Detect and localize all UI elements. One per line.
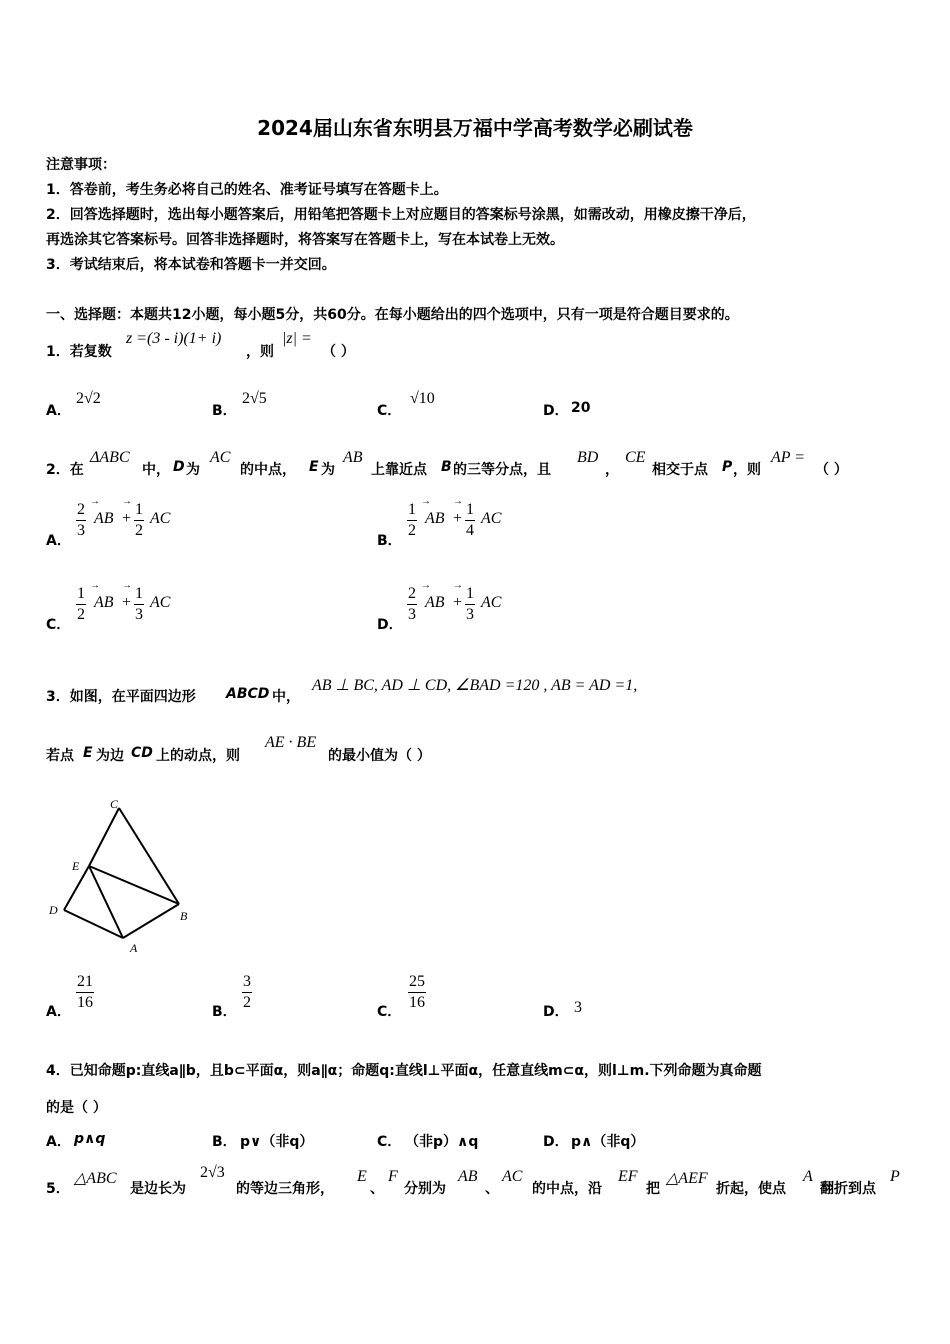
- q5-t7: 把: [646, 1181, 660, 1197]
- fig-label-b: B: [180, 909, 188, 923]
- q2-vec-arrow-ac: →: [453, 580, 463, 591]
- q2-option-c-plus: +: [122, 594, 132, 611]
- q4-label-d: D．: [543, 1134, 569, 1150]
- q3-option-c-num: 25: [408, 972, 426, 993]
- q4-line1: 4．已知命题p:直线a∥b，且b⊂平面α，则a∥α；命题q:直线l⊥平面α，任意直线m⊂α，则l⊥m.下列命题为真命题: [46, 1063, 762, 1079]
- coef-numerator: 1: [407, 500, 417, 521]
- q5-t6: 的中点，沿: [532, 1181, 602, 1197]
- q1-stem: 1．若复数: [46, 344, 112, 360]
- q3-option-b: [242, 972, 252, 1013]
- coef-numerator: 1: [134, 500, 144, 521]
- q3-option-c-den: 16: [409, 994, 425, 1011]
- fig-label-e: E: [72, 859, 80, 873]
- coef-numerator: 2: [76, 500, 86, 521]
- q3-line2a: 若点: [46, 748, 74, 764]
- q2-label-d: D．: [377, 617, 403, 633]
- q2-paren: （ ）: [815, 462, 848, 478]
- q5-t1: 是边长为: [130, 1181, 186, 1197]
- q2-option-a-coef2: [134, 500, 144, 541]
- q3-abcd: ABCD: [226, 686, 270, 702]
- q4-option-d: p∧（非q）: [571, 1134, 645, 1150]
- q5-t4: 分别为: [404, 1181, 446, 1197]
- coef-denominator: 3: [135, 606, 143, 623]
- q1-label-d: D．: [543, 403, 569, 419]
- coef-denominator: 3: [77, 522, 85, 539]
- coef-denominator: 3: [466, 606, 474, 623]
- q1-option-b: 2√5: [242, 390, 267, 407]
- q5-len: 2√3: [200, 1164, 225, 1181]
- q2-option-c-ab: AB: [94, 594, 114, 611]
- q5-ab: AB: [458, 1168, 478, 1185]
- fig-edge-ab: [123, 904, 179, 938]
- q2-t3: 的中点，: [240, 462, 296, 478]
- q2-t9: ，则: [733, 462, 761, 478]
- q2-ac: AC: [210, 449, 231, 466]
- q5-t5: 、: [485, 1181, 499, 1197]
- q5-t3: 、: [370, 1181, 384, 1197]
- q1-abs: |z| =: [282, 330, 312, 347]
- coef-denominator: 3: [408, 606, 416, 623]
- q2-option-b-ac: AC: [481, 510, 502, 527]
- q4-label-a: A．: [46, 1134, 71, 1150]
- q1-expr: z =(3 - i)(1+ i): [126, 330, 222, 347]
- fig-edge-ce: [89, 808, 119, 866]
- q2-t7: ，: [605, 462, 619, 478]
- notice-item-3: 3．考试结束后，将本试卷和答题卡一并交回。: [46, 257, 336, 273]
- q3-label-b: B．: [212, 1004, 237, 1020]
- q2-e: E: [309, 459, 319, 475]
- q2-option-a-plus: +: [122, 510, 132, 527]
- q2-vec-arrow-ab: →: [90, 496, 100, 507]
- fig-edge-bc: [119, 808, 179, 904]
- q2-t4: 为: [321, 462, 335, 478]
- q2-t8: 相交于点: [652, 462, 708, 478]
- q2-label-a: A．: [46, 533, 71, 549]
- coef-numerator: 1: [465, 500, 475, 521]
- q2-option-d-plus: +: [453, 594, 463, 611]
- q5-e: E: [357, 1168, 367, 1185]
- q3-option-a-num: 21: [76, 972, 94, 993]
- q3-condition: AB ⊥ BC, AD ⊥ CD, ∠BAD =120 , AB = AD =1,: [312, 677, 638, 694]
- q2-t1: 中，: [142, 462, 170, 478]
- q3-line2c: 上的动点，则: [156, 748, 240, 764]
- coef-denominator: 4: [466, 522, 474, 539]
- coef-numerator: 1: [76, 584, 86, 605]
- q5-t8: 折起，使点: [716, 1181, 786, 1197]
- notice-item-1: 1．答卷前，考生务必将自己的姓名、准考证号填写在答题卡上。: [46, 182, 448, 198]
- notice-item-2-cont: 再选涂其它答案标号。回答非选择题时，将答案写在答题卡上，写在本试卷上无效。: [46, 232, 564, 248]
- q2-option-c-coef2: [134, 584, 144, 625]
- q1-label-c: C．: [377, 403, 402, 419]
- q5-tri: △ABC: [74, 1170, 117, 1187]
- q2-t5: 上靠近点: [371, 462, 427, 478]
- q5-t9: 翻折到点: [820, 1181, 876, 1197]
- q4-label-c: C．: [377, 1134, 402, 1150]
- q4-line2: 的是（ ）: [46, 1100, 107, 1116]
- q5-t2: 的等边三角形，: [236, 1181, 334, 1197]
- q3-label-d: D．: [543, 1004, 569, 1020]
- q3-cd: CD: [131, 745, 153, 761]
- q3-option-a-den: 16: [77, 994, 93, 1011]
- q2-num: 2．在: [46, 462, 84, 478]
- q2-vec-arrow-ac: →: [122, 580, 132, 591]
- q3-line2d: 的最小值为（ ）: [328, 748, 431, 764]
- q3-label-c: C．: [377, 1004, 402, 1020]
- q3-line2b: 为边: [96, 748, 124, 764]
- fig-edge-ea: [89, 866, 123, 938]
- q3-dot: AE · BE: [265, 734, 317, 751]
- q2-option-b-plus: +: [453, 510, 463, 527]
- q2-vec-arrow-ac: →: [122, 496, 132, 507]
- page-title: 2024届山东省东明县万福中学高考数学必刷试卷: [257, 116, 693, 140]
- notice-heading: 注意事项：: [46, 157, 116, 173]
- q3-option-b-den: 2: [243, 994, 251, 1011]
- fig-edge-da: [64, 910, 123, 938]
- q1-stem-b: ，则: [246, 344, 274, 360]
- q5-ac: AC: [502, 1168, 523, 1185]
- q3-stem-b: 中，: [272, 689, 300, 705]
- q4-label-b: B．: [212, 1134, 237, 1150]
- fig-label-a: A: [130, 941, 138, 955]
- q2-bd: BD: [577, 449, 599, 466]
- q2-ap: AP =: [771, 449, 806, 466]
- fig-label-d: D: [49, 903, 58, 917]
- coef-numerator: 1: [465, 584, 475, 605]
- q4-option-a: p∧q: [74, 1131, 106, 1147]
- q5-f: F: [388, 1168, 398, 1185]
- q4-option-b: p∨（非q）: [240, 1134, 314, 1150]
- q2-ce: CE: [625, 449, 646, 466]
- q2-tri: ΔABC: [90, 449, 130, 466]
- q1-option-c: √10: [410, 390, 435, 407]
- q2-label-c: C．: [46, 617, 71, 633]
- q4-option-c: （非p）∧q: [405, 1134, 479, 1150]
- q2-option-d-ab: AB: [425, 594, 445, 611]
- q2-option-c-ac: AC: [150, 594, 171, 611]
- q5-p: P: [890, 1168, 900, 1185]
- q5-aef: △AEF: [666, 1170, 708, 1187]
- q2-option-b-ab: AB: [425, 510, 445, 527]
- q2-option-a-coef1: [76, 500, 86, 541]
- q2-option-c-coef1: [76, 584, 86, 625]
- q2-ab: AB: [343, 449, 363, 466]
- coef-numerator: 2: [407, 584, 417, 605]
- q3-e: E: [83, 745, 93, 761]
- q2-option-a-ab: AB: [94, 510, 114, 527]
- q5-ef: EF: [618, 1168, 638, 1185]
- coef-numerator: 1: [134, 584, 144, 605]
- section-heading: 一、选择题：本题共12小题，每小题5分，共60分。在每小题给出的四个选项中，只有一项是符合题目要求的。: [46, 307, 739, 323]
- q3-stem: 3．如图，在平面四边形: [46, 689, 196, 705]
- q5-num: 5．: [46, 1181, 70, 1197]
- q2-vec-arrow-ac: →: [453, 496, 463, 507]
- q2-option-a-ac: AC: [150, 510, 171, 527]
- q2-vec-arrow-ab: →: [421, 496, 431, 507]
- q2-option-d-coef1: [407, 584, 417, 625]
- q2-vec-arrow-ab: →: [421, 580, 431, 591]
- q1-option-a: 2√2: [76, 390, 101, 407]
- q1-label-a: A．: [46, 403, 71, 419]
- coef-denominator: 2: [77, 606, 85, 623]
- q3-label-a: A．: [46, 1004, 71, 1020]
- q2-t6: 的三等分点，且: [453, 462, 551, 478]
- q2-t2: 为: [186, 462, 200, 478]
- q3-figure: [40, 792, 200, 957]
- notice-item-2: 2．回答选择题时，选出每小题答案后，用铅笔把答题卡上对应题目的答案标号涂黑，如需改动，用橡皮擦干净后，: [46, 207, 756, 223]
- fig-label-c: C: [110, 797, 119, 811]
- q5-a: A: [803, 1168, 813, 1185]
- q2-b: B: [441, 459, 452, 475]
- q2-option-b-coef2: [465, 500, 475, 541]
- fig-edge-eb: [89, 866, 179, 904]
- q2-option-d-coef2: [465, 584, 475, 625]
- q1-paren: （ ）: [322, 344, 355, 360]
- q2-option-d-ac: AC: [481, 594, 502, 611]
- q2-vec-arrow-ab: →: [90, 580, 100, 591]
- q3-option-c: [408, 972, 426, 1013]
- q2-d: D: [173, 459, 185, 475]
- q3-option-b-num: 3: [242, 972, 252, 993]
- q3-option-a: [76, 972, 94, 1013]
- coef-denominator: 2: [135, 522, 143, 539]
- q2-option-b-coef1: [407, 500, 417, 541]
- q3-option-d: 3: [574, 999, 582, 1016]
- q2-p: P: [722, 459, 733, 475]
- q2-label-b: B．: [377, 533, 402, 549]
- coef-denominator: 2: [408, 522, 416, 539]
- q1-label-b: B．: [212, 403, 237, 419]
- q1-option-d: 20: [571, 400, 591, 416]
